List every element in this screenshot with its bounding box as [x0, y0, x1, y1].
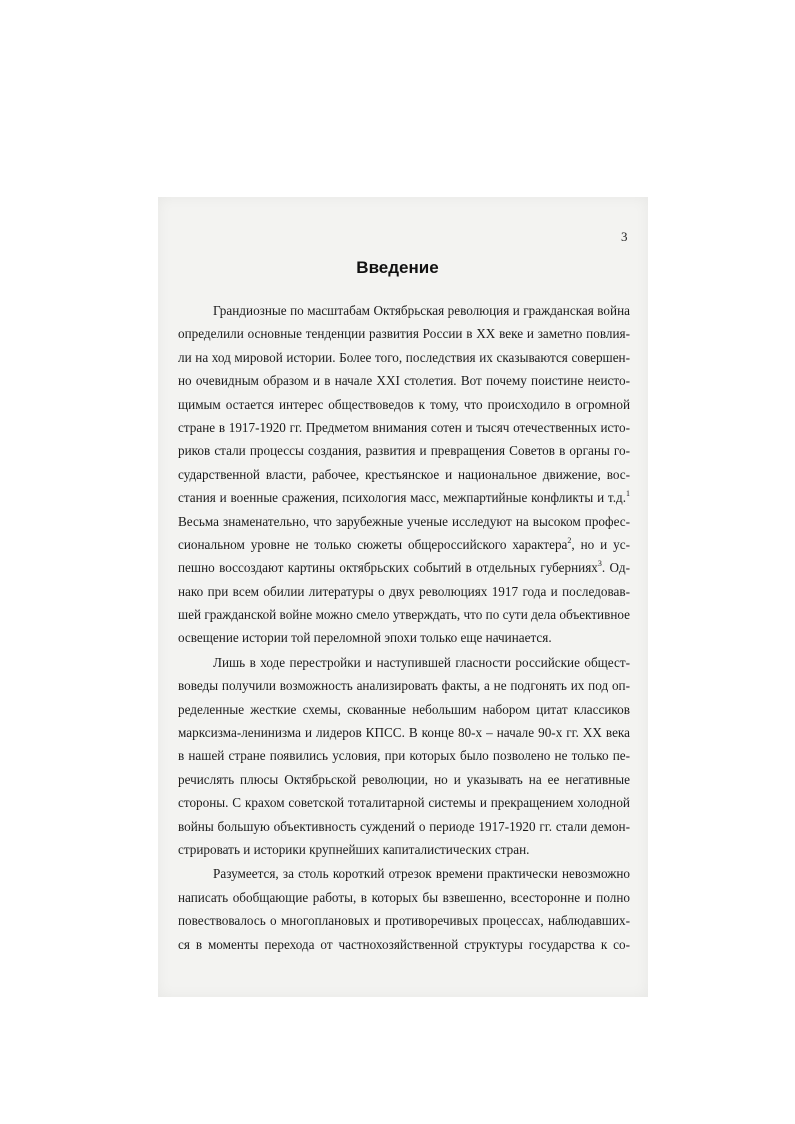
text-line: ли на ход мировой истории. Более того, последствия их сказываются совершен-: [178, 349, 630, 365]
text-line: ся в моменты перехода от частнохозяйственной структуры государства к со-: [178, 936, 630, 952]
page-number: 3: [621, 229, 628, 244]
text-line: [178, 556, 630, 579]
text-line: войны большую объективность суждений о периоде 1917-1920 гг. стали демон-: [178, 818, 630, 834]
text-line: но очевидным образом и в начале XXI столетия. Вот почему поистине неисто-: [178, 373, 630, 389]
text-line: ределенные жесткие схемы, скованные небольшим набором цитат классиков: [178, 701, 630, 717]
paragraph-1: [178, 299, 630, 650]
footnote-ref-2: 2: [567, 535, 572, 545]
footnote-ref-1: 1: [626, 489, 630, 499]
body-text: [178, 299, 630, 956]
text-line: воведы получили возможность анализировать факты, а не подгонять их под оп-: [178, 678, 630, 694]
paragraph-2: [178, 651, 630, 862]
text-line: стороны. С крахом советской тоталитарной системы и прекращением холодной: [178, 795, 630, 811]
paragraph-3: [178, 862, 630, 956]
text-line: Весьма знаменательно, что зарубежные ученые исследуют на высоком профес-: [178, 513, 630, 529]
text-line: сударственной власти, рабочее, крестьянское и национальное движение, вос-: [178, 466, 630, 482]
page-title: Введение: [356, 258, 439, 277]
text-line: определили основные тенденции развития России в XX веке и заметно повлия-: [178, 326, 630, 342]
text-line: освещение истории той переломной эпохи только еще начинается.: [178, 630, 552, 646]
text-fragment: пешно воссоздают картины октябрьских событий в отдельных губерниях: [178, 560, 598, 576]
text-fragment: , но и ус-: [571, 536, 630, 552]
text-line: шей гражданской войне можно смело утверждать, что по сути дела объективное: [178, 607, 630, 623]
footnote-ref-3: 3: [597, 559, 602, 569]
text-fragment: . Од-: [601, 560, 630, 576]
text-line: повествовалось о многоплановых и противоречивых процессах, наблюдавших-: [178, 913, 630, 929]
text-line: в нашей стране появились условия, при которых было позволено не только пе-: [178, 748, 630, 764]
text-line: марксизма-ленинизма и лидеров КПСС. В конце 80-х – начале 90-х гг. XX века: [178, 725, 630, 741]
text-line: щимым остается интерес обществоведов к тому, что происходило в огромной: [178, 396, 630, 412]
text-fragment: сиональном уровне не только сюжеты общероссийского характера: [178, 536, 568, 552]
text-line: Разумеется, за столь короткий отрезок времени практически невозможно: [213, 866, 630, 882]
text-line: стране в 1917-1920 гг. Предметом внимания сотен и тысяч отечественных исто-: [178, 419, 630, 435]
text-line: риков стали процессы создания, развития и превращения Советов в органы го-: [178, 443, 630, 459]
text-line: стрировать и историки крупнейших капиталистических стран.: [178, 841, 530, 857]
text-line: Грандиозные по масштабам Октябрьская революция и гражданская война: [213, 303, 630, 318]
text-line: речислять плюсы Октябрьской революции, но и указывать на ее негативные: [178, 771, 630, 787]
text-line: [178, 533, 630, 556]
text-line: Лишь в ходе перестройки и наступившей гласности российские общест-: [213, 654, 630, 670]
text-line: нако при всем обилии литературы о двух революциях 1917 года и последовав-: [178, 583, 630, 599]
text-fragment: стания и военные сражения, психология масс, межпартийные конфликты и т.д.: [178, 490, 626, 506]
text-line: написать обобщающие работы, в которых бы взвешенно, всесторонне и полно: [178, 889, 630, 905]
text-line: [178, 486, 630, 509]
